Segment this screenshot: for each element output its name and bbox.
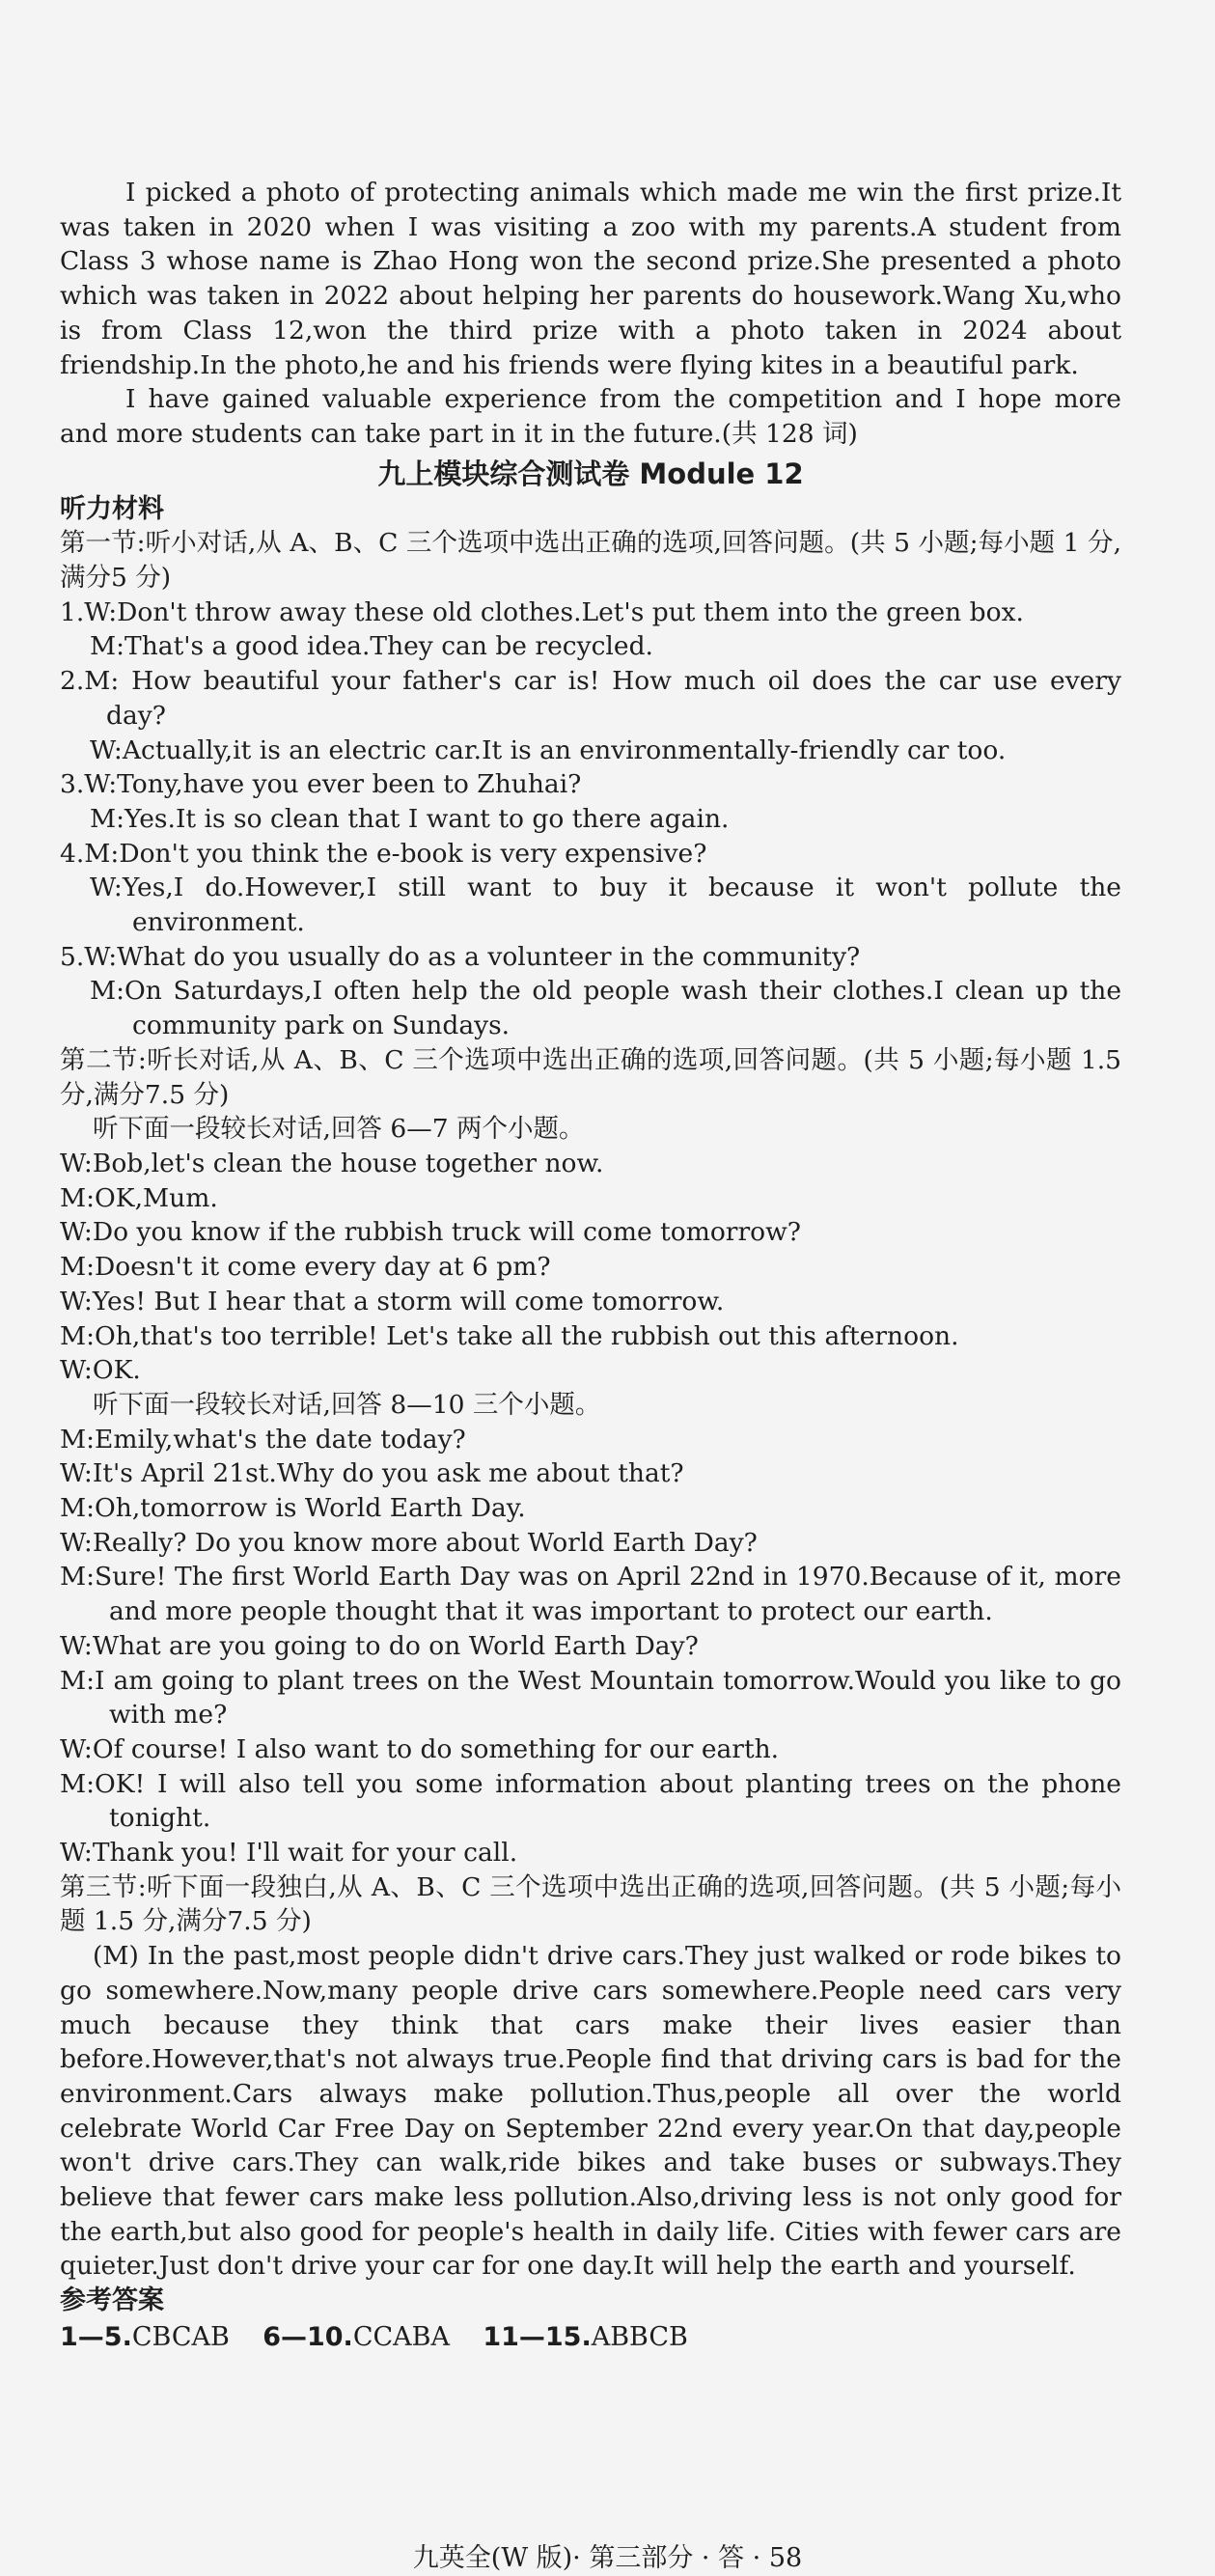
conv2-line: W:Really? Do you know more about World Earth Day? <box>60 1527 758 1558</box>
essay-paragraph-1: I picked a photo of protecting animals which made me win the first prize.It was taken in 2020 when I was visiting a zoo with my parents.A student from Class 3 whose name is Zhao Hong won the second prize.She presented a photo which was taken in 2022 about helping her parents do housework.Wang Xu,who is from Class 12,won the third prize with a photo taken in 2024 about friendship.In the photo,he and his friends were flying kites in a beautiful park. <box>60 178 1121 380</box>
conv1-line: M:OK,Mum. <box>60 1182 218 1213</box>
dialogue-1-line-1: 1.W:Don't throw away these old clothes.Let's put them into the green box. <box>60 596 1024 627</box>
answer-group-2-label: 6—10. <box>262 2321 353 2352</box>
section1-instructions: 第一节:听小对话,从 A、B、C 三个选项中选出正确的选项,回答问题。(共 5 小题;每小题 1 分,满分5 分) <box>60 528 1121 594</box>
answer-group-2-value: CCABA <box>352 2321 450 2352</box>
dialogue-1-line-2: M:That's a good idea.They can be recycled. <box>90 631 653 662</box>
answers-heading: 参考答案 <box>60 2285 164 2316</box>
dialogue-2-line-1: 2.M: How beautiful your father's car is! How much oil does the car use every day? <box>60 666 1121 731</box>
page-content <box>60 176 1121 2355</box>
conv1-line: M:Doesn't it come every day at 6 pm? <box>60 1252 551 1283</box>
dialogue-3-line-2: M:Yes.It is so clean that I want to go there again. <box>90 803 730 834</box>
conv2-line: W:Thank you! I'll wait for your call. <box>60 1838 518 1869</box>
dialogue-5-line-1: 5.W:What do you usually do as a volunteer in the community? <box>60 941 861 972</box>
conv2-line: W:What are you going to do on World Earth Day? <box>60 1630 699 1661</box>
dialogue-5-line-2: M:On Saturdays,I often help the old people wash their clothes.I clean up the community park on Sundays. <box>90 976 1121 1041</box>
monologue-text: (M) In the past,most people didn't drive cars.They just walked or rode bikes to go somewhere.Now,many people drive cars somewhere.People need cars very much because they think that cars make their lives easier than before.However,that's not always true.People find that driving cars is bad for the environment.Cars always make pollution.Thus,people all over the world celebrate World Car Free Day on September 22nd every year.On that day,people won't drive cars.They can walk,ride bikes and take buses or subways.They believe that fewer cars make less pollution.Also,driving less is not only good for the earth,but also good for people's health in daily life. Cities with fewer cars are quieter.Just don't drive your car for one day.It will help the earth and yourself. <box>60 1941 1121 2282</box>
conv2-line: M:OK! I will also tell you some information about planting trees on the phone tonight. <box>60 1768 1121 1834</box>
short-dialogues <box>60 596 1121 1043</box>
dialogue-2-line-2: W:Actually,it is an electric car.It is an environmentally-friendly car too. <box>90 734 1007 765</box>
conv1-line: M:Oh,that's too terrible! Let's take all the rubbish out this afternoon. <box>60 1320 959 1351</box>
dialogue-4-line-1: 4.M:Don't you think the e-book is very expensive? <box>60 838 707 869</box>
answer-group-3-label: 11—15. <box>483 2321 592 2352</box>
section2-instructions: 第二节:听长对话,从 A、B、C 三个选项中选出正确的选项,回答问题。(共 5 小题;每小题 1.5 分,满分7.5 分) <box>60 1044 1121 1110</box>
conv2-line: M:Sure! The first World Earth Day was on April 22nd in 1970.Because of it, more and more people thought that it was important to protect our earth. <box>60 1562 1121 1627</box>
conv1-line: W:Do you know if the rubbish truck will come tomorrow? <box>60 1217 801 1248</box>
page-title: 九上模块综合测试卷 Module 12 <box>377 457 804 490</box>
conv2-line: M:Emily,what's the date today? <box>60 1424 466 1454</box>
dialogue-4-line-2: W:Yes,I do.However,I still want to buy it because it won't pollute the environment. <box>90 873 1121 938</box>
conv1-line: W:Bob,let's clean the house together now. <box>60 1148 604 1178</box>
answer-group-1-label: 1—5. <box>60 2321 132 2352</box>
answer-group-1-value: CBCAB <box>131 2321 230 2352</box>
conversation-1 <box>60 1147 1121 1388</box>
conversation-2 <box>60 1423 1121 1870</box>
answer-group-3-value: ABBCB <box>591 2321 688 2352</box>
section3-instructions: 第三节:听下面一段独白,从 A、B、C 三个选项中选出正确的选项,回答问题。(共 5 小题;每小题 1.5 分,满分7.5 分) <box>60 1871 1121 1937</box>
conversation-2-intro: 听下面一段较长对话,回答 8—10 三个小题。 <box>93 1389 601 1420</box>
conv1-line: W:Yes! But I hear that a storm will come tomorrow. <box>60 1286 725 1316</box>
conv2-line: M:Oh,tomorrow is World Earth Day. <box>60 1493 526 1524</box>
essay-paragraph-2: I have gained valuable experience from the competition and I hope more and more students can take part in it in the future.(共 128 词) <box>60 384 1121 449</box>
conv1-line: W:OK. <box>60 1355 141 1386</box>
dialogue-3-line-1: 3.W:Tony,have you ever been to Zhuhai? <box>60 769 582 800</box>
conv2-line: W:Of course! I also want to do something for our earth. <box>60 1733 780 1764</box>
page-footer: 九英全(W 版)· 第三部分 · 答 · 58 <box>412 2543 803 2573</box>
answer-key <box>60 2320 1121 2355</box>
conv2-line: M:I am going to plant trees on the West Mountain tomorrow.Would you like to go with me? <box>60 1665 1121 1731</box>
conversation-1-intro: 听下面一段较长对话,回答 6—7 两个小题。 <box>93 1114 585 1145</box>
conv2-line: W:It's April 21st.Why do you ask me about that? <box>60 1458 684 1489</box>
listening-heading: 听力材料 <box>60 493 164 524</box>
